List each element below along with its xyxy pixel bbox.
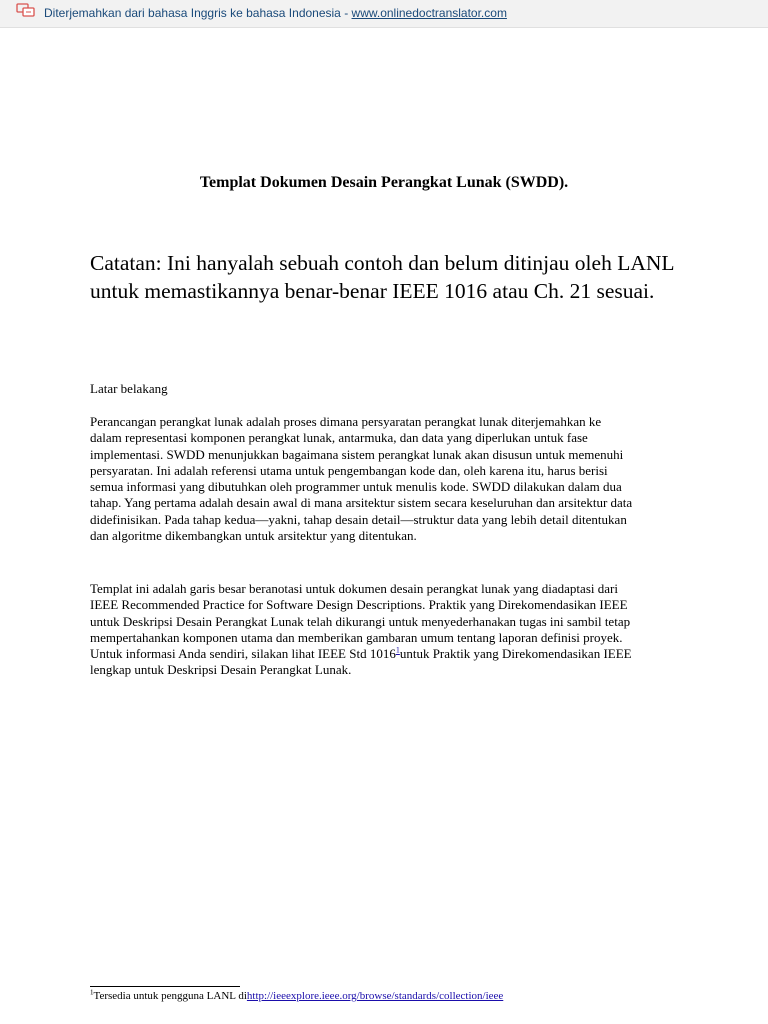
translation-banner — [0, 0, 768, 28]
translator-link[interactable]: www.onlinedoctranslator.com — [351, 6, 507, 20]
paragraph-template-text-end: untuk Praktik yang Direkomendasikan IEEE lengkap untuk Deskripsi Desain Perangkat Lunak. — [90, 646, 632, 678]
footnote-reference-link[interactable]: 1 — [395, 645, 400, 655]
banner-text — [44, 6, 507, 20]
paragraph-background: Perancangan perangkat lunak adalah proses dimana persyaratan perangkat lunak diterjemahkan ke dalam representasi komponen perangkat lunak, antarmuka, dan data yang diperlukan untuk fase implementasi. SWDD menunjukkan bagaimana sistem perangkat lunak akan disusun untuk memenuhi persyaratan. Ini adalah referensi utama untuk pengembangan kode dan, oleh karena itu, harus berisi semua informasi yang dibutuhkan oleh programmer untuk menulis kode. SWDD dilakukan dalam dua tahap. Yang pertama adalah desain awal di mana arsitektur sistem secara keseluruhan dan arsitektur data didefinisikan. Pada tahap kedua—yakni, tahap desain detail—struktur data yang lebih detail ditentukan dan algoritme dikembangkan untuk arsitektur yang ditentukan. — [90, 414, 633, 544]
footnote — [90, 990, 503, 1002]
footnote-url-link[interactable]: http://ieeexplore.ieee.org/browse/standards/collection/ieee — [246, 990, 504, 1002]
paragraph-template — [90, 581, 635, 679]
note-text: Catatan: Ini hanyalah sebuah contoh dan belum ditinjau oleh LANL untuk memastikannya benar-benar IEEE 1016 atau Ch. 21 sesuai. — [90, 251, 674, 303]
section-heading: Latar belakang — [90, 381, 168, 396]
paragraph-template-text: Templat ini adalah garis besar beranotasi untuk dokumen desain perangkat lunak yang diadaptasi dari IEEE Recommended Practice for Software Design Descriptions. Praktik yang Direkomendasikan IEEE untuk Deskripsi Desain Perangkat Lunak telah dikurangi untuk menyederhanakan tugas ini sambil tetap mempertahankan komponen utama dan memberikan gambaran umum tentang laporan definisi proyek. Untuk informasi Anda sendiri, silakan lihat IEEE Std 1016 — [90, 581, 631, 662]
translate-icon — [16, 3, 36, 17]
banner-label: Diterjemahkan dari bahasa Inggris ke bahasa Indonesia - — [44, 6, 352, 20]
footnote-text: Tersedia untuk pengguna LANL di — [93, 990, 247, 1002]
document-title: Templat Dokumen Desain Perangkat Lunak (SWDD). — [199, 174, 569, 191]
footnote-mark: 1 — [90, 988, 94, 997]
footnote-divider — [90, 986, 240, 987]
